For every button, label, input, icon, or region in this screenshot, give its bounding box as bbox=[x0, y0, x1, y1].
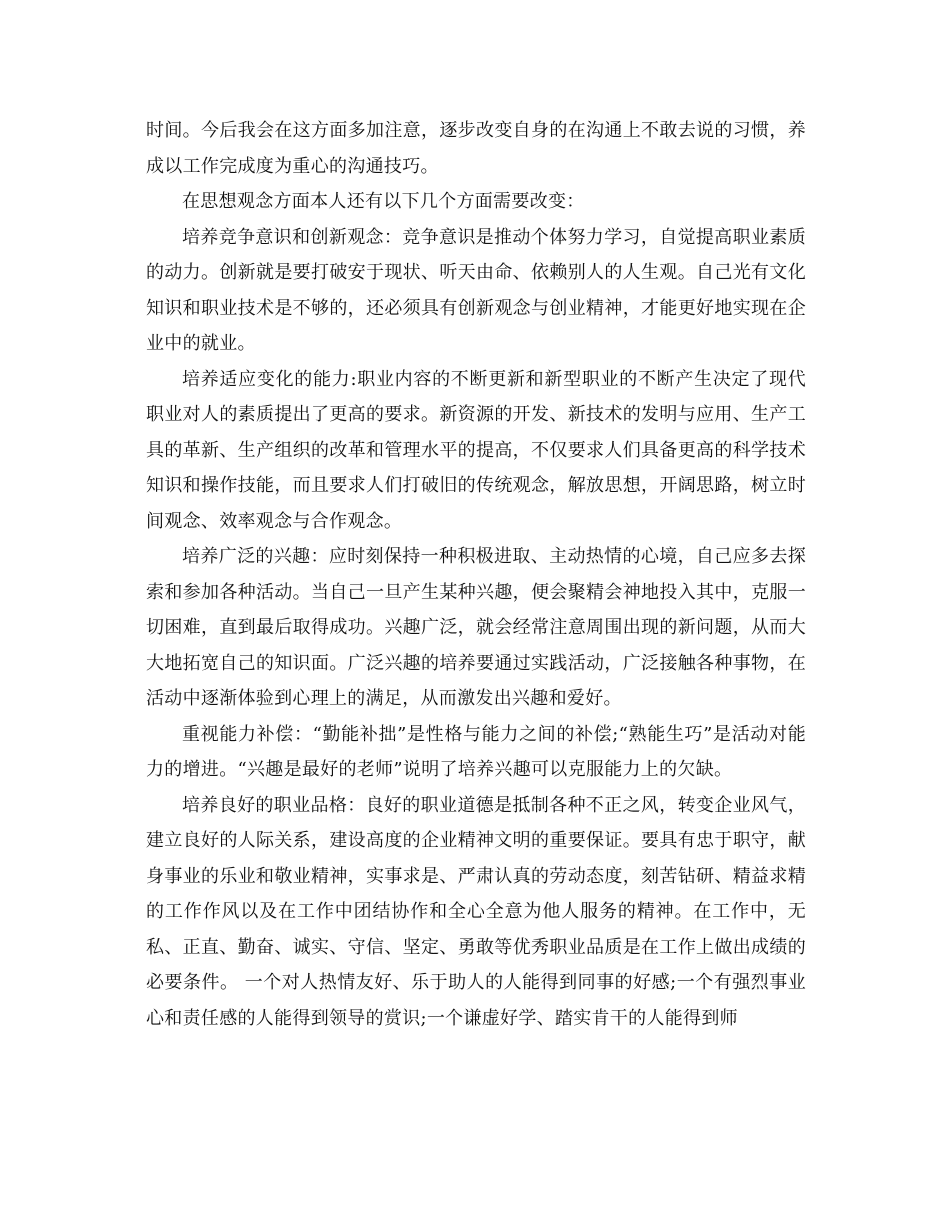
paragraph-7: 培养良好的职业品格：良好的职业道德是抵制各种不正之风，转变企业风气，建立良好的人际关系，建设高度的企业精神文明的重要保证。要具有忠于职守，献身事业的乐业和敬业精神，实事求是、严肃认真的劳动态度，刻苦钻研、精益求精的工作作风以及在工作中团结协作和全心全意为他人服务的精神。在工作中，无私、正直、勤奋、诚实、守信、坚定、勇敢等优秀职业品质是在工作上做出成绩的必要条件。 一个对人热情友好、乐于助人的人能得到同事的好感;一个有强烈事业心和责任感的人能得到领导的赏识;一个谦虚好学、踏实肯干的人能得到师 bbox=[146, 794, 806, 1029]
paragraph-5: 培养广泛的兴趣：应时刻保持一种积极进取、主动热情的心境，自己应多去探索和参加各种活动。当自己一旦产生某种兴趣，便会聚精会神地投入其中，克服一切困难，直到最后取得成功。兴趣广泛，就会经常注意周围出现的新问题，从而大大地拓宽自己的知识面。广泛兴趣的培养要通过实践活动，广泛接触各种事物，在活动中逐渐体验到心理上的满足，从而激发出兴趣和爱好。 bbox=[146, 546, 806, 709]
paragraph-3: 培养竞争意识和创新观念：竞争意识是推动个体努力学习，自觉提高职业素质的动力。创新就是要打破安于现状、听天由命、依赖别人的人生观。自己光有文化知识和职业技术是不够的，还必须具有创新观念与创业精神，才能更好地实现在企业中的就业。 bbox=[146, 226, 806, 354]
paragraph-2: 在思想观念方面本人还有以下几个方面需要改变： bbox=[182, 191, 585, 212]
paragraph-1: 时间。今后我会在这方面多加注意，逐步改变自身的在沟通上不敢去说的习惯，养成以工作完成度为重心的沟通技巧。 bbox=[146, 120, 806, 177]
paragraph-6: 重视能力补偿：“勤能补拙”是性格与能力之间的补偿;“熟能生巧”是活动对能力的增进。“兴趣是最好的老师”说明了培养兴趣可以克服能力上的欠缺。 bbox=[146, 723, 806, 780]
paragraph-4: 培养适应变化的能力:职业内容的不断更新和新型职业的不断产生决定了现代职业对人的素质提出了更高的要求。新资源的开发、新技术的发明与应用、生产工具的革新、生产组织的改革和管理水平的提高，不仅要求人们具备更高的科学技术知识和操作技能，而且要求人们打破旧的传统观念，解放思想，开阔思路，树立时间观念、效率观念与合作观念。 bbox=[146, 368, 806, 532]
document-page bbox=[146, 113, 806, 1036]
